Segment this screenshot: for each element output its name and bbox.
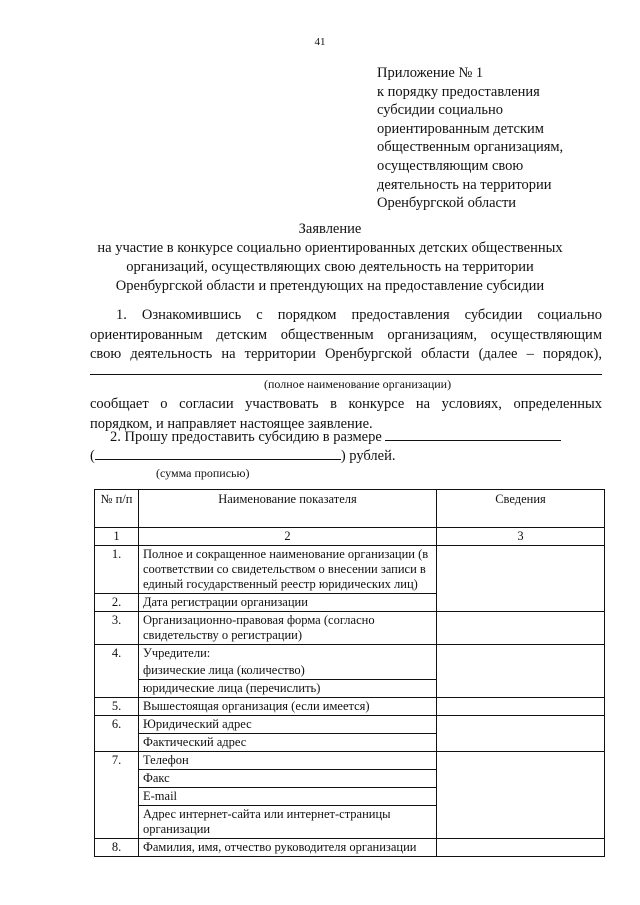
table-row <box>95 839 605 857</box>
row-label: Вышестоящая организация (если имеется) <box>139 698 437 716</box>
appendix-line: к порядку предоставления <box>377 83 540 100</box>
row-number: 6. <box>95 716 139 734</box>
open-paren: ( <box>90 448 95 464</box>
row-value-cell[interactable] <box>437 752 605 839</box>
row-number: 1. <box>95 546 139 594</box>
row-label: Фамилия, имя, отчество руководителя организации <box>139 839 437 857</box>
title-line: организаций, осуществляющих свою деятельность на территории <box>126 259 534 275</box>
page-number: 41 <box>314 36 326 48</box>
row-number: 7. <box>95 752 139 770</box>
row-number <box>95 770 139 788</box>
title-line: на участие в конкурсе социально ориентированных детских общественных <box>97 240 563 256</box>
row-label: Фактический адрес <box>139 734 437 752</box>
row-label: E-mail <box>139 788 437 806</box>
column-number: 1 <box>95 528 139 546</box>
row-label: юридические лица (перечислить) <box>139 680 437 698</box>
row-number: 5. <box>95 698 139 716</box>
row-value-cell[interactable] <box>437 698 605 716</box>
subsidy-suffix: ) рублей. <box>340 448 396 464</box>
row-number <box>95 806 139 839</box>
paragraph-line: порядком, и направляет настоящее заявление. <box>90 415 373 432</box>
row-number: 2. <box>95 594 139 612</box>
table-row <box>95 698 605 716</box>
column-number-row <box>95 528 605 546</box>
appendix-line: Оренбургской области <box>377 195 517 212</box>
org-name-blank-line[interactable] <box>90 374 602 375</box>
row-label: Адрес интернет-сайта или интернет-страницы организации <box>139 806 437 839</box>
row-number: 4. <box>95 645 139 663</box>
document-title <box>60 220 600 296</box>
table-row <box>95 716 605 734</box>
subsidy-amount-line <box>110 428 610 446</box>
appendix-line: ориентированным детским <box>377 120 544 137</box>
title-heading: Заявление <box>298 221 362 237</box>
paragraph-line: ориентированным детским общественным организациям, осуществляющим <box>90 326 602 343</box>
paragraph-line: 1. Ознакомившись с порядком предоставления субсидии социально <box>116 307 602 323</box>
paragraph-line: свою деятельность на территории Оренбургской области (далее – порядок), <box>90 346 602 362</box>
appendix-block <box>377 64 627 213</box>
row-number <box>95 680 139 698</box>
row-label: Юридический адрес <box>139 716 437 734</box>
row-value-cell[interactable] <box>437 612 605 645</box>
row-label: Учредители: <box>139 645 437 663</box>
row-label: физические лица (количество) <box>139 662 437 680</box>
subsidy-words-line <box>90 447 396 465</box>
row-label: Факс <box>139 770 437 788</box>
row-value-cell[interactable] <box>437 546 605 612</box>
table-row <box>95 645 605 663</box>
table-row <box>95 546 605 594</box>
table-header-row <box>95 490 605 528</box>
header-num: № п/п <box>95 490 139 528</box>
row-label: Организационно-правовая форма (согласно свидетельству о регистрации) <box>139 612 437 645</box>
row-number <box>95 662 139 680</box>
row-number <box>95 788 139 806</box>
subsidy-prefix: 2. Прошу предоставить субсидию в размере <box>110 429 382 445</box>
row-value-cell[interactable] <box>437 839 605 857</box>
organization-info-table <box>94 489 605 857</box>
header-info: Сведения <box>437 490 605 528</box>
row-number: 3. <box>95 612 139 645</box>
table-row <box>95 752 605 770</box>
column-number: 3 <box>437 528 605 546</box>
row-value-cell[interactable] <box>437 716 605 752</box>
row-label: Телефон <box>139 752 437 770</box>
row-number <box>95 734 139 752</box>
row-label: Дата регистрации организации <box>139 594 437 612</box>
appendix-line: общественным организациям, <box>377 139 564 156</box>
title-line: Оренбургской области и претендующих на предоставление субсидии <box>115 278 545 294</box>
words-caption: (сумма прописью) <box>156 466 250 480</box>
paragraph-1 <box>90 306 602 365</box>
org-name-caption: (полное наименование организации) <box>264 377 452 391</box>
subsidy-words-blank[interactable] <box>95 447 341 460</box>
column-number: 2 <box>139 528 437 546</box>
row-number: 8. <box>95 839 139 857</box>
appendix-line: Приложение № 1 <box>377 65 484 81</box>
row-label: Полное и сокращенное наименование организации (в соответствии со свидетельством о внесении записи в единый государственный реестр юридических лиц) <box>139 546 437 594</box>
header-name: Наименование показателя <box>139 490 437 528</box>
appendix-line: деятельность на территории <box>377 176 552 193</box>
appendix-line: осуществляющим свою <box>377 157 524 174</box>
paragraph-line: сообщает о согласии участвовать в конкурсе на условиях, определенных <box>90 396 602 412</box>
subsidy-amount-blank[interactable] <box>385 428 561 441</box>
appendix-line: субсидии социально <box>377 102 504 119</box>
row-value-cell[interactable] <box>437 645 605 698</box>
table-row <box>95 612 605 645</box>
